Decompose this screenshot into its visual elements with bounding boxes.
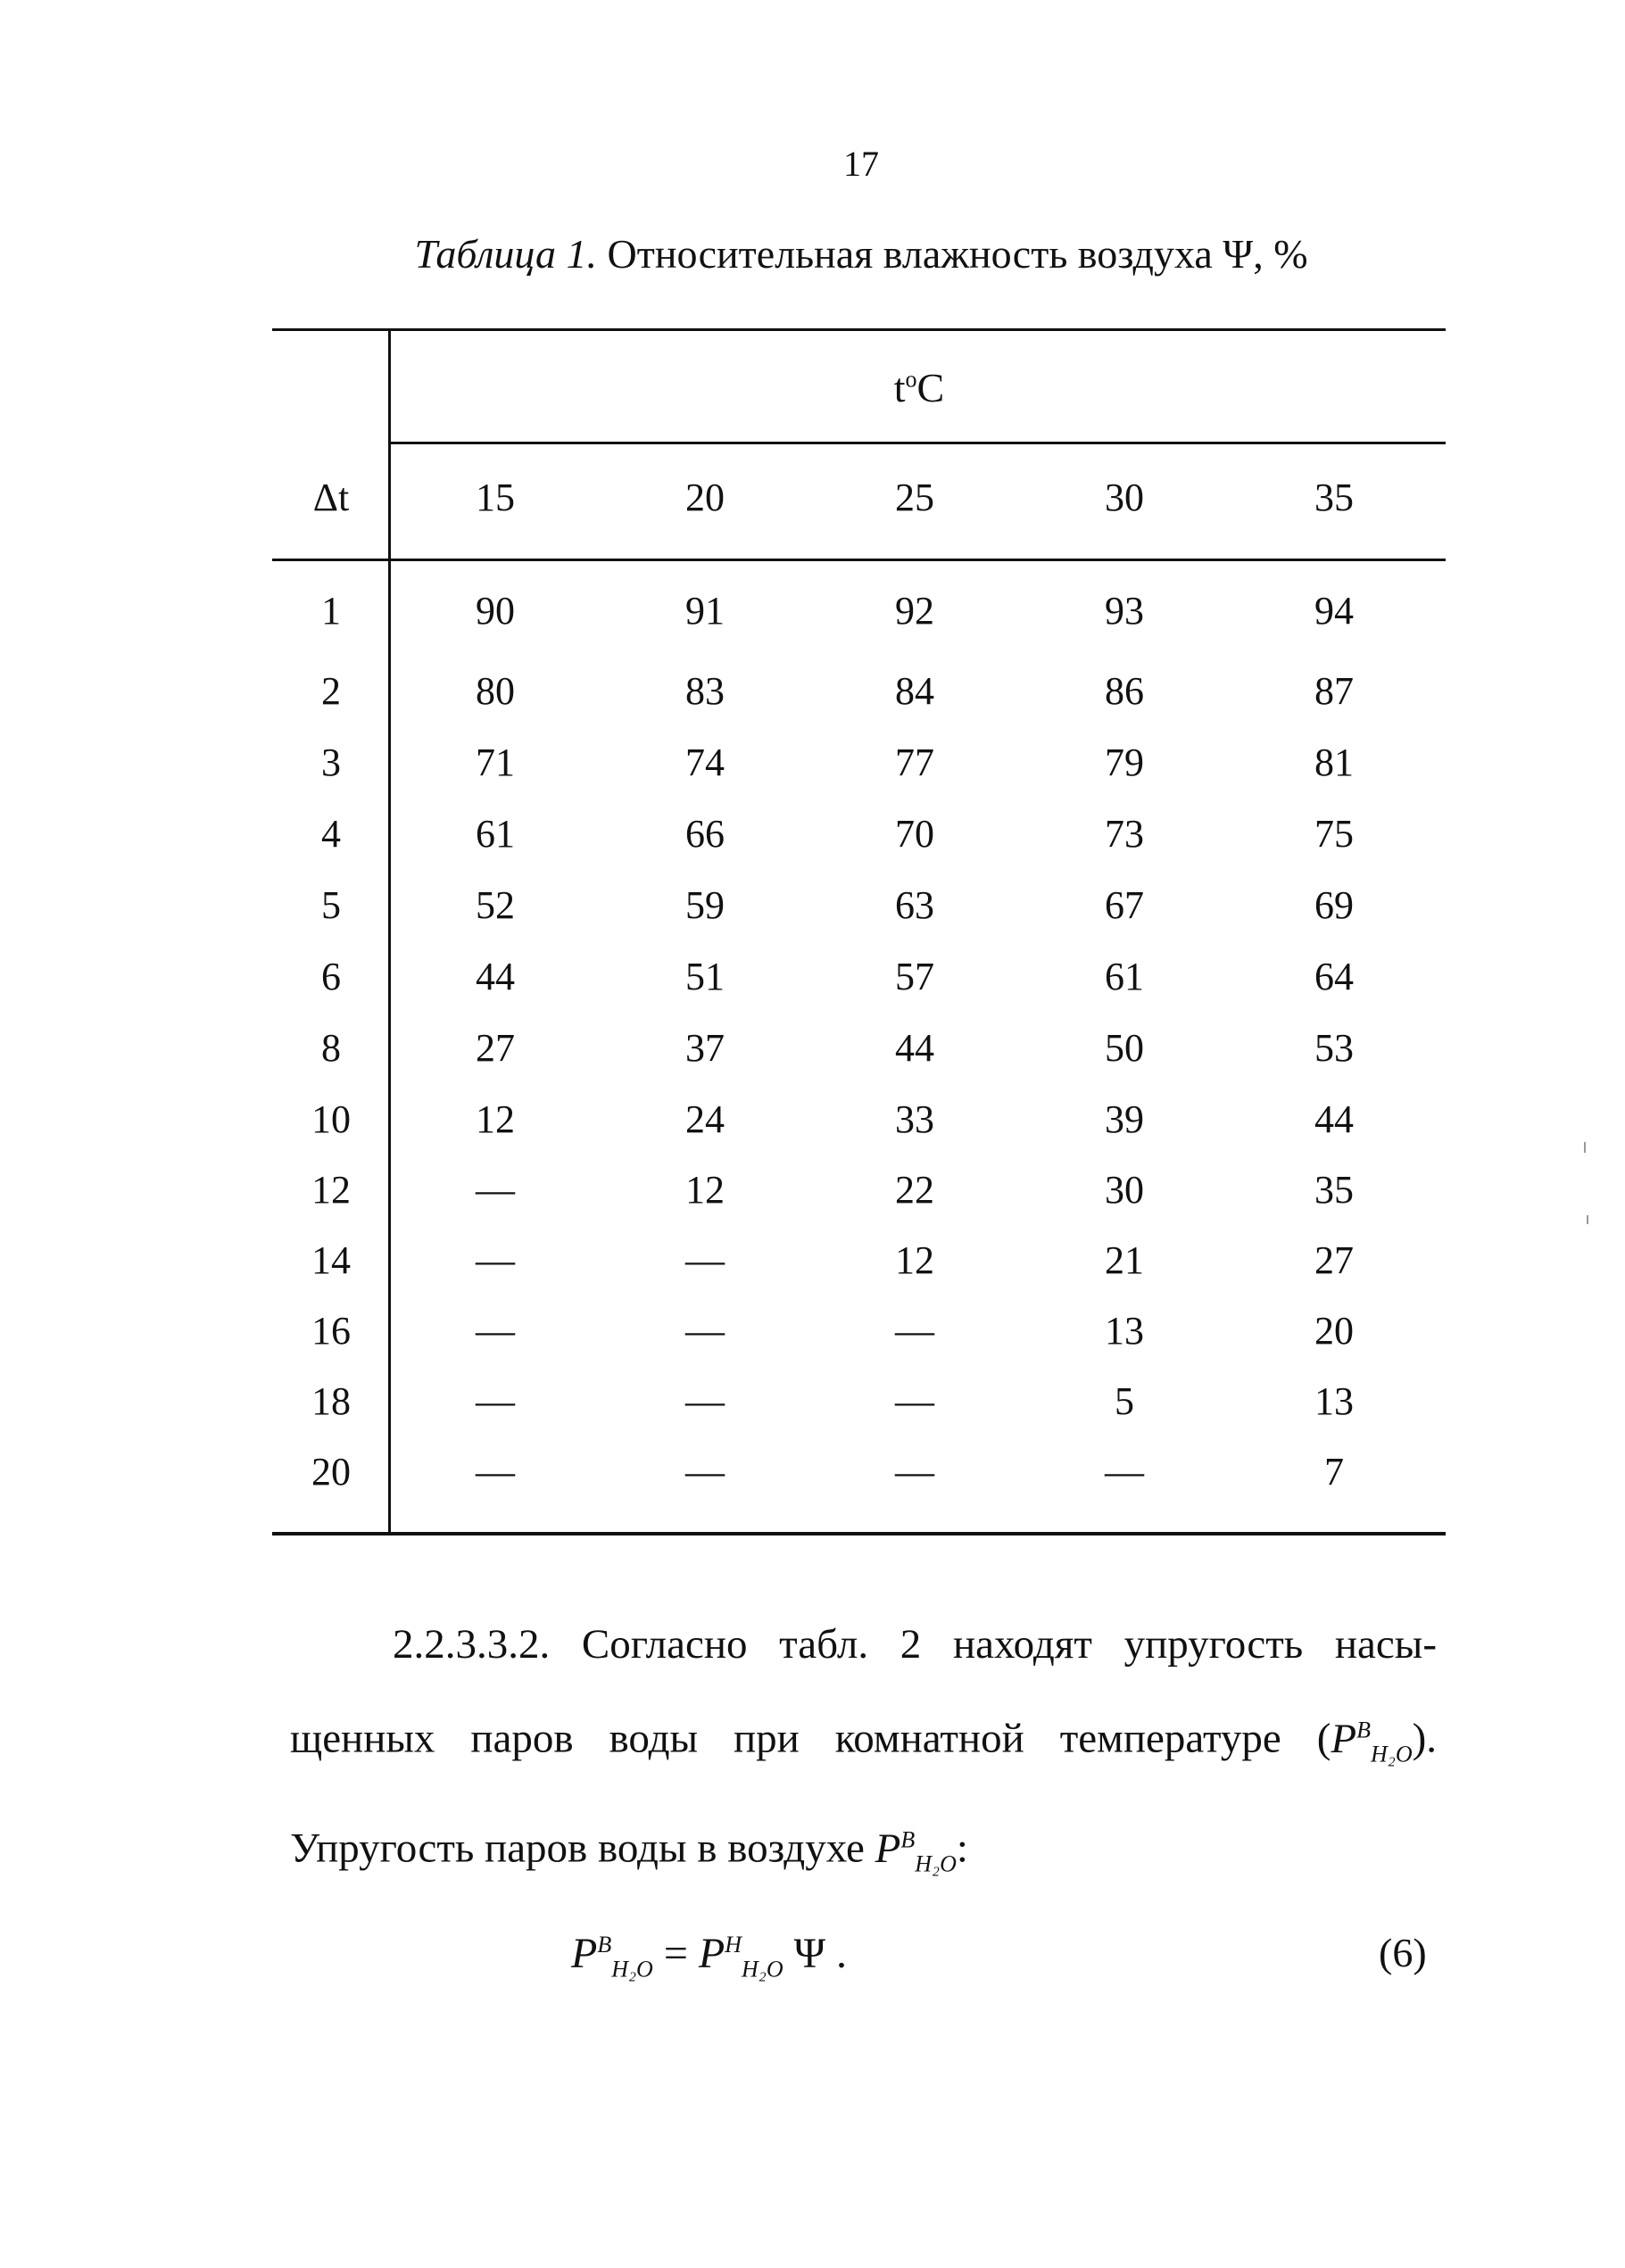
row-label-dt: 10: [311, 1097, 351, 1141]
equation-lhs: [571, 1930, 653, 1982]
table-cell: —: [1105, 1450, 1144, 1494]
table-cell: 92: [895, 589, 934, 633]
table-cell: 12: [895, 1238, 934, 1282]
row-label-dt: 5: [321, 883, 341, 927]
table-cell: 12: [685, 1168, 725, 1212]
table-cell: 21: [1105, 1238, 1144, 1282]
table-cell: —: [685, 1238, 725, 1282]
table-cell: 51: [685, 955, 725, 998]
table-cell: 20: [1314, 1309, 1354, 1353]
table-cell: 73: [1105, 812, 1144, 856]
table-cell: 69: [1314, 883, 1354, 927]
table-cell: 44: [476, 955, 515, 998]
symbol-p: P: [571, 1930, 598, 1977]
table-cell: —: [685, 1379, 725, 1423]
column-header: 15: [476, 476, 515, 519]
scan-speck: [1587, 1215, 1588, 1224]
table-cell: 52: [476, 883, 515, 927]
table-cell: 79: [1105, 741, 1144, 784]
table-cell: 57: [895, 955, 934, 998]
table-bottom-rule: [272, 1532, 1446, 1535]
symbol-p: P: [875, 1825, 901, 1872]
row-label-dt: 18: [311, 1379, 351, 1423]
table-caption-lead: Таблица 1.: [414, 231, 597, 277]
column-header: 25: [895, 476, 934, 519]
table-cell: —: [895, 1450, 934, 1494]
paragraph-line-2: [290, 1687, 1437, 1797]
table-cell: —: [476, 1450, 515, 1494]
row-label-dt: 4: [321, 812, 341, 856]
table-cell: —: [685, 1309, 725, 1353]
table-cell: 27: [1314, 1238, 1354, 1282]
temperature-group-header: [830, 364, 1008, 411]
equation-rhs: [698, 1930, 783, 1982]
paragraph-line-2-end: ).: [1412, 1715, 1437, 1762]
table-cell: 63: [895, 883, 934, 927]
table-cell: 74: [685, 741, 725, 784]
table-cell: 7: [1324, 1450, 1344, 1494]
degree-mark: o: [905, 366, 917, 393]
row-label-dt: 12: [311, 1168, 351, 1212]
table-cell: —: [685, 1450, 725, 1494]
body-paragraph: [290, 1602, 1437, 1907]
table-cell: 39: [1105, 1097, 1144, 1141]
table-cell: —: [476, 1309, 515, 1353]
paragraph-line-2-text: щенных паров воды при комнатной температуре (: [290, 1715, 1331, 1762]
table-top-rule: [272, 328, 1446, 331]
table-cell: 5: [1115, 1379, 1134, 1423]
table-cell: 53: [1314, 1026, 1354, 1070]
table-cell: 86: [1105, 669, 1144, 713]
table-caption-text: Относительная влажность воздуха Ψ, %: [597, 231, 1308, 277]
table-cell: 30: [1105, 1168, 1144, 1212]
symbol-sup-b: B: [597, 1932, 612, 1958]
table-cell: —: [895, 1379, 934, 1423]
table-cell: 12: [476, 1097, 515, 1141]
table-cell: 27: [476, 1026, 515, 1070]
row-label-dt: 1: [321, 589, 341, 633]
temperature-symbol: t: [893, 365, 906, 410]
row-header-dt: Δt: [312, 476, 350, 519]
table-cell: 70: [895, 812, 934, 856]
page-number: 17: [843, 144, 879, 184]
symbol-sub-h2o: H₂O: [611, 1956, 653, 1982]
air-vapor-pressure-symbol: [875, 1825, 957, 1877]
paragraph-line-1: 2.2.3.3.2. Согласно табл. 2 находят упругость насы-: [393, 1621, 1437, 1668]
symbol-p: P: [698, 1930, 725, 1977]
table-cell: 59: [685, 883, 725, 927]
table-group-rule: [390, 442, 1446, 444]
temperature-unit: C: [916, 365, 945, 410]
row-label-dt: 2: [321, 669, 341, 713]
table-cell: 66: [685, 812, 725, 856]
table-cell: 77: [895, 741, 934, 784]
equation-6: [571, 1929, 847, 1983]
table-caption: [0, 230, 1625, 277]
table-cell: 80: [476, 669, 515, 713]
scan-speck: [1584, 1142, 1586, 1153]
symbol-sub-h2o: H₂O: [1371, 1741, 1413, 1767]
table-cell: 35: [1314, 1168, 1354, 1212]
paragraph-line-3-end: :: [956, 1825, 968, 1872]
table-cell: 13: [1105, 1309, 1144, 1353]
paragraph-line-3: [290, 1797, 1437, 1907]
row-label-dt: 16: [311, 1309, 351, 1353]
table-cell: 13: [1314, 1379, 1354, 1423]
psi-symbol: Ψ: [793, 1930, 826, 1977]
row-label-dt: 14: [311, 1238, 351, 1282]
table-cell: 61: [476, 812, 515, 856]
row-label-dt: 20: [311, 1450, 351, 1494]
row-label-dt: 3: [321, 741, 341, 784]
symbol-p: P: [1331, 1715, 1357, 1762]
table-cell: 44: [1314, 1097, 1354, 1141]
table-cell: 94: [1314, 589, 1354, 633]
paragraph-line-3-text: Упругость паров воды в воздухе: [290, 1825, 875, 1872]
table-cell: 93: [1105, 589, 1144, 633]
table-cell: 71: [476, 741, 515, 784]
column-header: 35: [1314, 476, 1354, 519]
table-cell: 67: [1105, 883, 1144, 927]
table-cell: 75: [1314, 812, 1354, 856]
saturated-vapor-pressure-symbol: [1331, 1715, 1413, 1767]
table-cell: 24: [685, 1097, 725, 1141]
equation-equals: =: [652, 1930, 699, 1977]
symbol-sup-b: B: [1356, 1717, 1371, 1742]
table-cell: 37: [685, 1026, 725, 1070]
equation-number: (6): [1379, 1930, 1427, 1975]
symbol-sub-h2o: H₂O: [742, 1956, 783, 1982]
table-cell: 33: [895, 1097, 934, 1141]
symbol-sub-h2o: H₂O: [915, 1850, 957, 1877]
table-cell: 83: [685, 669, 725, 713]
table-cell: 22: [895, 1168, 934, 1212]
table-cell: —: [476, 1379, 515, 1423]
table-cell: —: [476, 1238, 515, 1282]
table-header-rule: [272, 559, 1446, 561]
column-header: 20: [685, 476, 725, 519]
table-cell: 50: [1105, 1026, 1144, 1070]
column-header: 30: [1105, 476, 1144, 519]
equation-end: .: [825, 1930, 848, 1977]
row-label-dt: 6: [321, 955, 341, 998]
row-label-dt: 8: [321, 1026, 341, 1070]
table-cell: 44: [895, 1026, 934, 1070]
table-cell: 81: [1314, 741, 1354, 784]
table-cell: 91: [685, 589, 725, 633]
table-cell: —: [895, 1309, 934, 1353]
symbol-sup-b: B: [900, 1826, 916, 1853]
table-cell: 87: [1314, 669, 1354, 713]
table-cell: —: [476, 1168, 515, 1212]
table-cell: 90: [476, 589, 515, 633]
table-cell: 84: [895, 669, 934, 713]
table-cell: 64: [1314, 955, 1354, 998]
humidity-table: [272, 328, 1446, 1535]
symbol-sup-h: H: [725, 1932, 742, 1958]
table-cell: 61: [1105, 955, 1144, 998]
